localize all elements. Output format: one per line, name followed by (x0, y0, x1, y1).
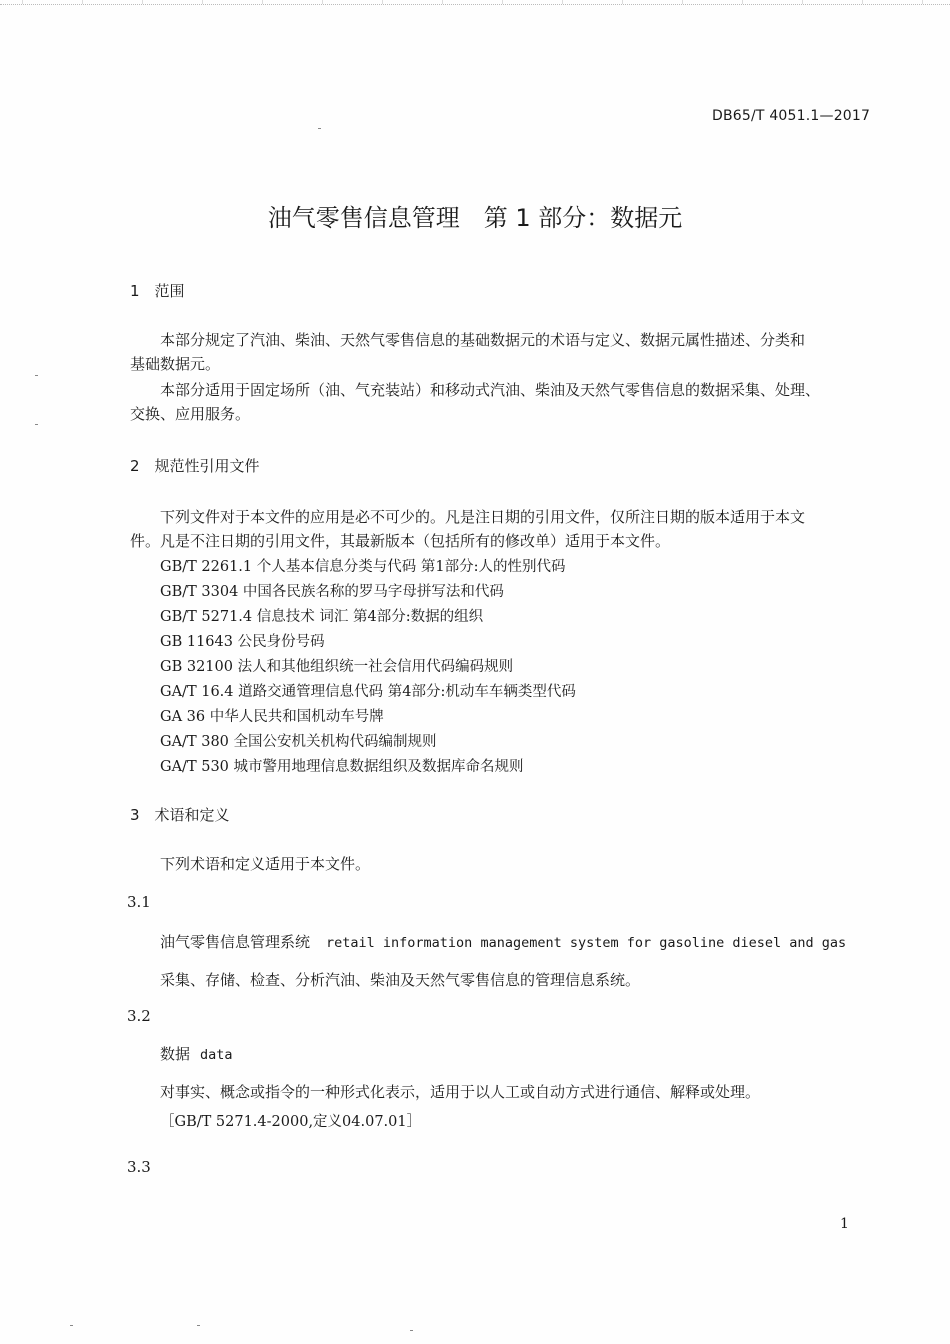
term-3-2-chinese: 数据 (160, 1045, 191, 1063)
scan-speck (35, 375, 38, 376)
section-2-heading: 2 规范性引用文件 (130, 457, 260, 475)
section-1-para-2-line-2: 交换、应用服务。 (130, 405, 251, 423)
reference-item: GB/T 2261.1 个人基本信息分类与代码 第1部分:人的性别代码 (160, 559, 566, 575)
term-3-1-number: 3.1 (127, 893, 151, 911)
reference-item: GA/T 380 全国公安机关机构代码编制规则 (160, 734, 437, 750)
scan-top-line (0, 4, 950, 6)
scan-speck (410, 1330, 413, 1331)
section-1-heading: 1 范围 (130, 282, 185, 300)
scan-speck (70, 1325, 73, 1326)
reference-item: GA/T 16.4 道路交通管理信息代码 第4部分:机动车车辆类型代码 (160, 684, 576, 700)
section-3-intro: 下列术语和定义适用于本文件。 (160, 855, 371, 873)
document-title: 油气零售信息管理 第 1 部分：数据元 (267, 204, 683, 232)
reference-item: GB 11643 公民身份号码 (160, 634, 325, 650)
term-3-1-heading (160, 930, 846, 955)
term-3-2-definition: 对事实、概念或指令的一种形式化表示，适用于以人工或自动方式进行通信、解释或处理。 (160, 1083, 761, 1101)
document-code: DB65/T 4051.1—2017 (712, 108, 871, 124)
scan-speck (197, 1325, 200, 1326)
term-3-2-number: 3.2 (127, 1007, 151, 1025)
term-3-3-number: 3.3 (127, 1158, 151, 1176)
term-3-1-english: retail information management system for gasoline diesel and gas (326, 935, 847, 951)
section-1-para-1-line-2: 基础数据元。 (130, 355, 221, 373)
term-3-2-source: ［GB/T 5271.4-2000,定义04.07.01］ (160, 1114, 422, 1130)
reference-item: GA/T 530 城市警用地理信息数据组织及数据库命名规则 (160, 759, 524, 775)
term-3-2-heading (160, 1042, 233, 1067)
reference-item: GB/T 3304 中国各民族名称的罗马字母拼写法和代码 (160, 584, 504, 600)
reference-item: GB/T 5271.4 信息技术 词汇 第4部分:数据的组织 (160, 609, 484, 625)
term-3-1-definition: 采集、存储、检查、分析汽油、柴油及天然气零售信息的管理信息系统。 (160, 971, 641, 989)
term-3-1-chinese: 油气零售信息管理系统 (160, 933, 311, 951)
scan-speck (35, 424, 38, 425)
section-1-para-2-line-1: 本部分适用于固定场所（油、气充装站）和移动式汽油、柴油及天然气零售信息的数据采集、处理、 (160, 381, 821, 399)
reference-item: GB 32100 法人和其他组织统一社会信用代码编码规则 (160, 659, 514, 675)
section-1-para-1-line-1: 本部分规定了汽油、柴油、天然气零售信息的基础数据元的术语与定义、数据元属性描述、分类和 (160, 331, 806, 349)
reference-item: GA 36 中华人民共和国机动车号牌 (160, 709, 384, 725)
page-number: 1 (840, 1216, 849, 1232)
section-2-para-line-2: 件。凡是不注日期的引用文件，其最新版本（包括所有的修改单）适用于本文件。 (130, 532, 671, 550)
section-3-heading: 3 术语和定义 (130, 806, 230, 824)
section-2-para-line-1: 下列文件对于本文件的应用是必不可少的。凡是注日期的引用文件，仅所注日期的版本适用于本文 (160, 508, 806, 526)
scan-speck (318, 128, 321, 129)
term-3-2-english: data (200, 1047, 233, 1063)
